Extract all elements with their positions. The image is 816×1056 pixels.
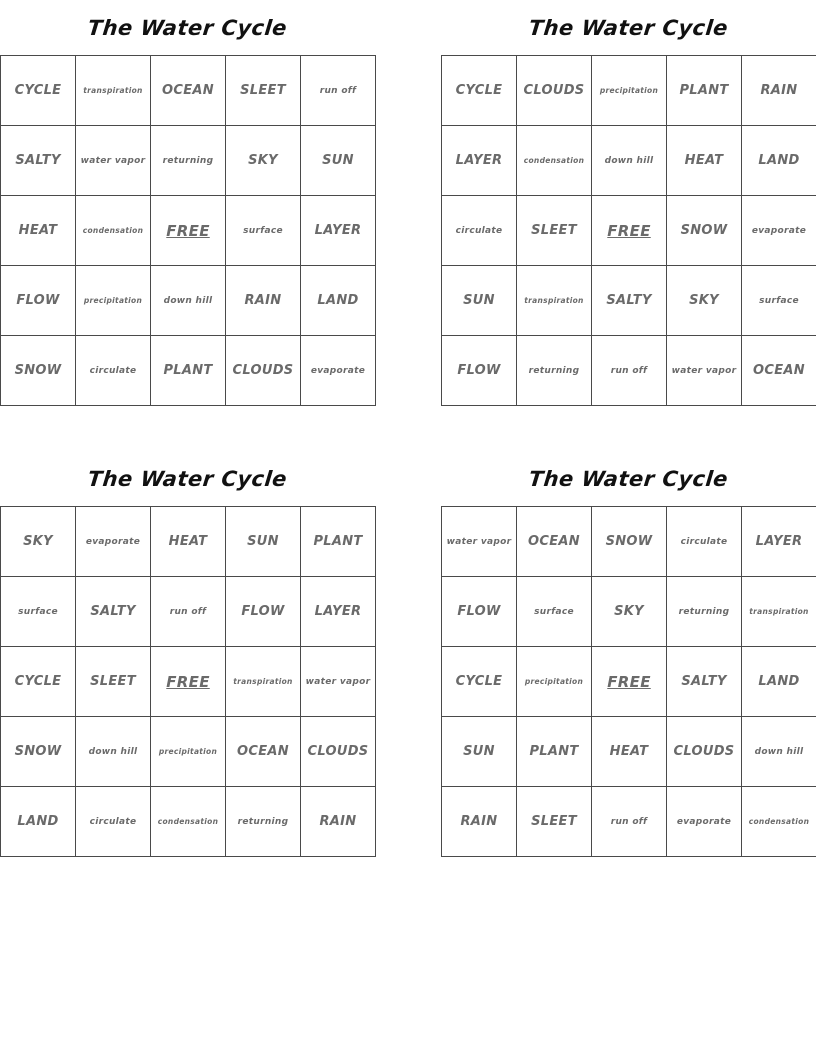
bingo-cell: circulate <box>442 196 517 266</box>
bingo-cell: run off <box>592 787 667 857</box>
bingo-cell: circulate <box>667 507 742 577</box>
bingo-cell: precipitation <box>592 56 667 126</box>
bingo-cell: run off <box>301 56 376 126</box>
bingo-cell: RAIN <box>442 787 517 857</box>
bingo-row <box>1 577 376 647</box>
bingo-cell: HEAT <box>151 507 226 577</box>
bingo-cell: SUN <box>442 266 517 336</box>
bingo-cell: water vapor <box>667 336 742 406</box>
bingo-row <box>442 336 816 406</box>
free-space: FREE <box>151 196 226 266</box>
bingo-row <box>442 717 816 787</box>
bingo-cell: OCEAN <box>742 336 816 406</box>
bingo-cell: SLEET <box>226 56 301 126</box>
bingo-cell: SLEET <box>517 196 592 266</box>
bingo-cell: returning <box>667 577 742 647</box>
bingo-cell: condensation <box>517 126 592 196</box>
bingo-row <box>442 507 816 577</box>
bingo-cell: FLOW <box>442 336 517 406</box>
bingo-cell: down hill <box>592 126 667 196</box>
bingo-cell: LAND <box>742 647 816 717</box>
bingo-cell: returning <box>226 787 301 857</box>
bingo-cell: CLOUDS <box>301 717 376 787</box>
bingo-cell: LAYER <box>742 507 816 577</box>
bingo-cell: LAYER <box>301 577 376 647</box>
bingo-cell: SNOW <box>1 717 76 787</box>
bingo-cell: RAIN <box>301 787 376 857</box>
bingo-cell: SALTY <box>667 647 742 717</box>
bingo-cell: LAYER <box>301 196 376 266</box>
bingo-cell: water vapor <box>442 507 517 577</box>
bingo-cell: SKY <box>667 266 742 336</box>
bingo-cell: returning <box>151 126 226 196</box>
bingo-row <box>1 717 376 787</box>
bingo-grid <box>441 506 816 857</box>
bingo-card-4 <box>441 451 816 857</box>
bingo-cell: CLOUDS <box>667 717 742 787</box>
bingo-cell: CYCLE <box>1 647 76 717</box>
bingo-cell: CYCLE <box>1 56 76 126</box>
bingo-grid <box>0 55 376 406</box>
bingo-grid <box>0 506 376 857</box>
bingo-cell: SNOW <box>592 507 667 577</box>
bingo-cell: SKY <box>1 507 76 577</box>
bingo-cell: evaporate <box>301 336 376 406</box>
bingo-cell: FLOW <box>442 577 517 647</box>
bingo-row <box>442 647 816 717</box>
bingo-cell: transpiration <box>226 647 301 717</box>
bingo-cell: CLOUDS <box>226 336 301 406</box>
bingo-grid <box>441 55 816 406</box>
bingo-cell: RAIN <box>226 266 301 336</box>
bingo-cell: SALTY <box>1 126 76 196</box>
bingo-cell: transpiration <box>76 56 151 126</box>
bingo-row <box>1 266 376 336</box>
bingo-cell: down hill <box>742 717 816 787</box>
bingo-card-3 <box>0 451 375 857</box>
bingo-cell: SNOW <box>1 336 76 406</box>
bingo-row <box>1 196 376 266</box>
bingo-cell: SLEET <box>517 787 592 857</box>
bingo-cell: LAND <box>1 787 76 857</box>
bingo-cell: surface <box>1 577 76 647</box>
free-space: FREE <box>592 647 667 717</box>
card-title: The Water Cycle <box>527 16 730 40</box>
bingo-cell: CYCLE <box>442 647 517 717</box>
bingo-cell: PLANT <box>517 717 592 787</box>
bingo-cell: water vapor <box>76 126 151 196</box>
bingo-row <box>442 787 816 857</box>
bingo-cell: surface <box>517 577 592 647</box>
bingo-cell: HEAT <box>667 126 742 196</box>
bingo-cell: CLOUDS <box>517 56 592 126</box>
bingo-cell: FLOW <box>1 266 76 336</box>
bingo-cell: evaporate <box>76 507 151 577</box>
bingo-row <box>442 126 816 196</box>
bingo-cell: SALTY <box>76 577 151 647</box>
bingo-cell: evaporate <box>667 787 742 857</box>
bingo-cell: transpiration <box>517 266 592 336</box>
bingo-cell: evaporate <box>742 196 816 266</box>
bingo-cell: LAND <box>742 126 816 196</box>
bingo-cell: circulate <box>76 336 151 406</box>
free-space: FREE <box>592 196 667 266</box>
bingo-cell: precipitation <box>76 266 151 336</box>
bingo-cell: OCEAN <box>517 507 592 577</box>
bingo-row <box>1 507 376 577</box>
bingo-cell: surface <box>226 196 301 266</box>
bingo-cell: PLANT <box>151 336 226 406</box>
bingo-cell: returning <box>517 336 592 406</box>
bingo-cell: SNOW <box>667 196 742 266</box>
bingo-cell: water vapor <box>301 647 376 717</box>
bingo-cell: RAIN <box>742 56 816 126</box>
free-space: FREE <box>151 647 226 717</box>
bingo-card-2 <box>441 0 816 406</box>
bingo-cell: OCEAN <box>226 717 301 787</box>
bingo-cell: SUN <box>301 126 376 196</box>
bingo-cell: surface <box>742 266 816 336</box>
bingo-cell: down hill <box>151 266 226 336</box>
bingo-cell: LAYER <box>442 126 517 196</box>
bingo-cell: condensation <box>151 787 226 857</box>
bingo-cell: CYCLE <box>442 56 517 126</box>
bingo-row <box>442 266 816 336</box>
bingo-cell: LAND <box>301 266 376 336</box>
bingo-cell: condensation <box>742 787 816 857</box>
card-title: The Water Cycle <box>86 16 289 40</box>
bingo-cell: precipitation <box>517 647 592 717</box>
bingo-card-1 <box>0 0 375 406</box>
bingo-row <box>442 577 816 647</box>
bingo-row <box>1 126 376 196</box>
bingo-cell: run off <box>592 336 667 406</box>
bingo-cell: SLEET <box>76 647 151 717</box>
bingo-cell: PLANT <box>301 507 376 577</box>
bingo-row <box>1 647 376 717</box>
bingo-cell: HEAT <box>592 717 667 787</box>
bingo-cell: transpiration <box>742 577 816 647</box>
bingo-cell: SUN <box>226 507 301 577</box>
bingo-cell: SKY <box>592 577 667 647</box>
bingo-cell: SKY <box>226 126 301 196</box>
bingo-cell: HEAT <box>1 196 76 266</box>
bingo-cell: down hill <box>76 717 151 787</box>
bingo-cell: OCEAN <box>151 56 226 126</box>
bingo-cell: SUN <box>442 717 517 787</box>
bingo-cell: circulate <box>76 787 151 857</box>
bingo-cell: precipitation <box>151 717 226 787</box>
bingo-row <box>1 336 376 406</box>
bingo-cell: SALTY <box>592 266 667 336</box>
bingo-cell: FLOW <box>226 577 301 647</box>
card-title: The Water Cycle <box>527 467 730 491</box>
bingo-row <box>442 56 816 126</box>
bingo-cell: run off <box>151 577 226 647</box>
bingo-row <box>442 196 816 266</box>
bingo-cell: condensation <box>76 196 151 266</box>
bingo-row <box>1 56 376 126</box>
bingo-cell: PLANT <box>667 56 742 126</box>
card-title: The Water Cycle <box>86 467 289 491</box>
bingo-row <box>1 787 376 857</box>
